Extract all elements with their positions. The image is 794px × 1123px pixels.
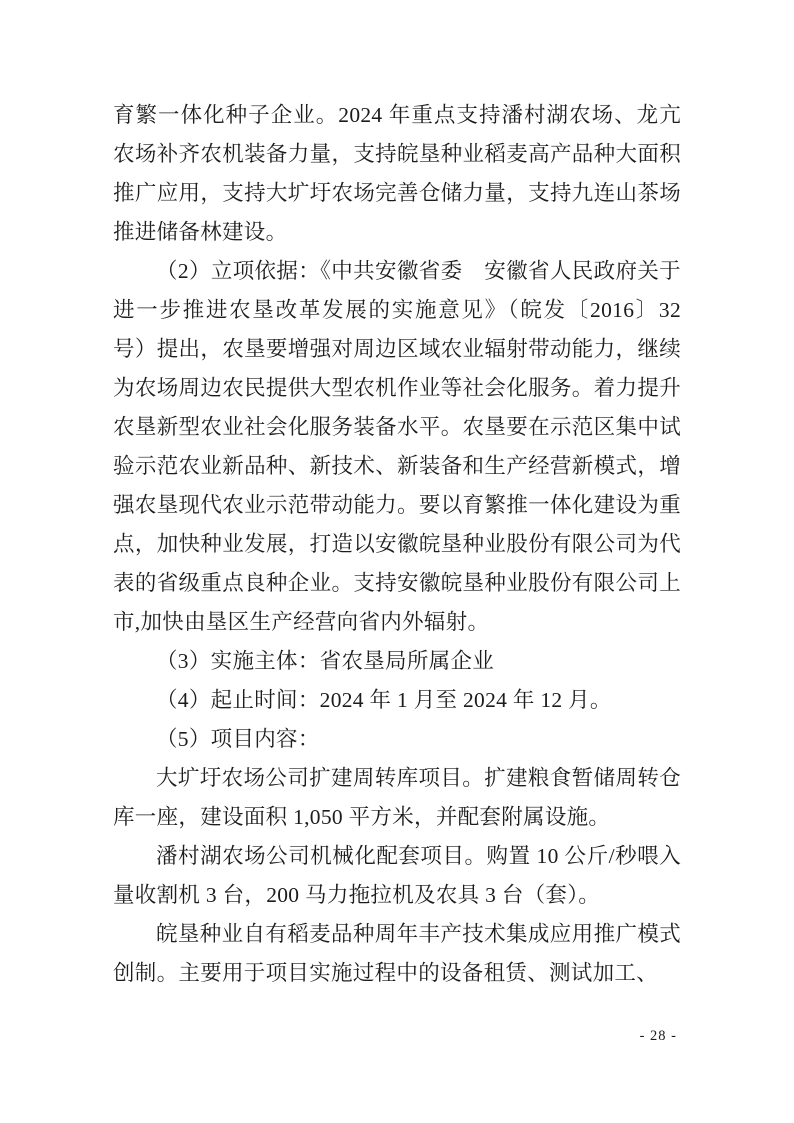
paragraph-content-pancunhu-machinery: 潘村湖农场公司机械化配套项目。购置 10 公斤/秒喂入量收割机 3 台，200 马力拖拉机及农具 3 台（套）。 — [113, 844, 681, 907]
page-number: - 28 - — [639, 1028, 677, 1044]
paragraph-content-dakuangwei-warehouse: 大圹圩农场公司扩建周转库项目。扩建粮食暂储周转仓库一座，建设面积 1,050 平方米，并配套附属设施。 — [113, 766, 681, 829]
document-body — [113, 96, 681, 993]
paragraph-item-4-timeframe: （4）起止时间：2024 年 1 月至 2024 年 12 月。 — [156, 688, 612, 712]
paragraph-item-5-project-content: （5）项目内容： — [156, 727, 320, 751]
paragraph-intro-continuation: 育繁一体化种子企业。2024 年重点支持潘村湖农场、龙亢农场补齐农机装备力量，支持皖垦种业稻麦高产品种大面积推广应用，支持大圹圩农场完善仓储力量，支持九连山茶场推进储备林建设。 — [113, 103, 681, 244]
paragraph-content-wanken-seed-tech: 皖垦种业自有稻麦品种周年丰产技术集成应用推广模式创制。主要用于项目实施过程中的设备租赁、测试加工、 — [113, 922, 681, 985]
paragraph-item-3-implementing-body: （3）实施主体：省农垦局所属企业 — [156, 649, 495, 673]
paragraph-item-2-project-basis: （2）立项依据：《中共安徽省委 安徽省人民政府关于进一步推进农垦改革发展的实施意见》（皖发〔2016〕32 号）提出，农垦要增强对周边区域农业辐射带动能力，继续为农场周边农民提供大型农机作业等社会化服务。着力提升农垦新型农业社会化服务装备水平。农垦要在示范区集中试验示范农业新品种、新技术、新装备和生产经营新模式，增强农垦现代农业示范带动能力。要以育繁推一体化建设为重点，加快种业发展，打造以安徽皖垦种业股份有限公司为代表的省级重点良种企业。支持安徽皖垦种业股份有限公司上市,加快由垦区生产经营向省内外辐射。 — [113, 259, 681, 634]
